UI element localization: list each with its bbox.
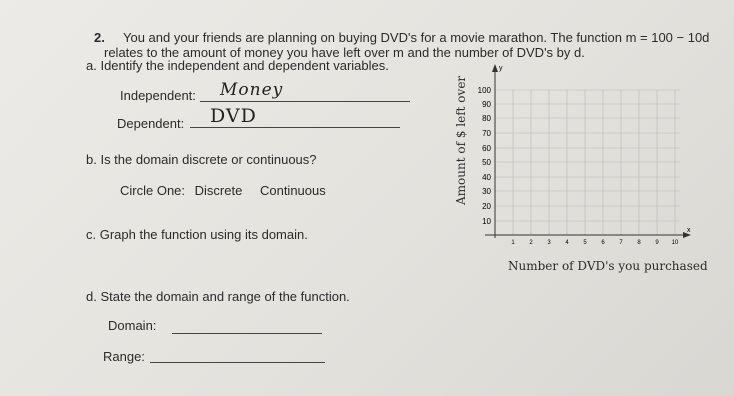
circle-one-line	[120, 183, 326, 198]
dependent-handwritten-answer: DVD	[210, 105, 257, 127]
y-tick-60: 60	[482, 144, 491, 153]
x-tick-2: 2	[529, 240, 533, 246]
independent-label: Independent:	[120, 88, 196, 103]
y-axis-title: Amount of $ left over	[454, 75, 468, 205]
domain-label: Domain:	[108, 318, 157, 333]
x-tick-7: 7	[619, 240, 623, 246]
option-continuous[interactable]: Continuous	[259, 183, 326, 198]
problem-number: 2.	[94, 30, 105, 45]
x-tick-3: 3	[547, 240, 551, 246]
grid-lines	[495, 90, 680, 235]
option-discrete[interactable]: Discrete	[194, 183, 243, 198]
y-tick-30: 30	[482, 187, 491, 196]
y-tick-50: 50	[482, 158, 491, 167]
y-tick-70: 70	[482, 129, 491, 138]
independent-answer-blank[interactable]	[200, 101, 410, 102]
y-tick-labels	[478, 86, 492, 226]
x-tick-4: 4	[565, 240, 569, 246]
x-tick-9: 9	[655, 240, 659, 246]
x-tick-1: 1	[511, 240, 515, 246]
x-tick-10: 10	[671, 240, 679, 246]
circle-one-instruction: Circle One:	[120, 183, 186, 198]
x-tick-5: 5	[583, 240, 587, 246]
y-tick-10: 10	[482, 217, 491, 226]
problem-statement-line2: relates to the amount of money you have left over m and the number of DVD's by d.	[104, 45, 585, 60]
x-tick-6: 6	[601, 240, 605, 246]
x-tick-8: 8	[637, 240, 641, 246]
x-axis-letter: x	[687, 227, 691, 234]
independent-handwritten-answer: Money	[220, 80, 284, 100]
range-answer-blank[interactable]	[150, 362, 325, 363]
y-tick-100: 100	[477, 86, 491, 95]
dependent-label: Dependent:	[117, 116, 185, 131]
part-a-prompt: a. Identify the independent and dependent variables.	[86, 58, 389, 73]
y-axis-arrow-icon	[492, 64, 498, 72]
part-b-prompt: b. Is the domain discrete or continuous?	[86, 152, 317, 167]
domain-answer-blank[interactable]	[172, 333, 322, 334]
y-tick-20: 20	[482, 202, 491, 211]
y-tick-90: 90	[482, 100, 491, 109]
range-label: Range:	[103, 349, 145, 364]
y-tick-80: 80	[482, 114, 491, 123]
coordinate-graph[interactable]	[455, 60, 695, 250]
dependent-answer-blank[interactable]	[190, 127, 400, 128]
x-axis-title: Number of DVD's you purchased	[508, 259, 708, 273]
y-tick-40: 40	[482, 173, 491, 182]
part-c-prompt: c. Graph the function using its domain.	[86, 227, 308, 242]
x-tick-labels	[511, 240, 679, 246]
y-axis-letter: y	[499, 65, 503, 72]
part-d-prompt: d. State the domain and range of the function.	[86, 289, 350, 304]
problem-statement-line1: You and your friends are planning on buying DVD's for a movie marathon. The function m = 100 − 10d	[123, 30, 710, 45]
